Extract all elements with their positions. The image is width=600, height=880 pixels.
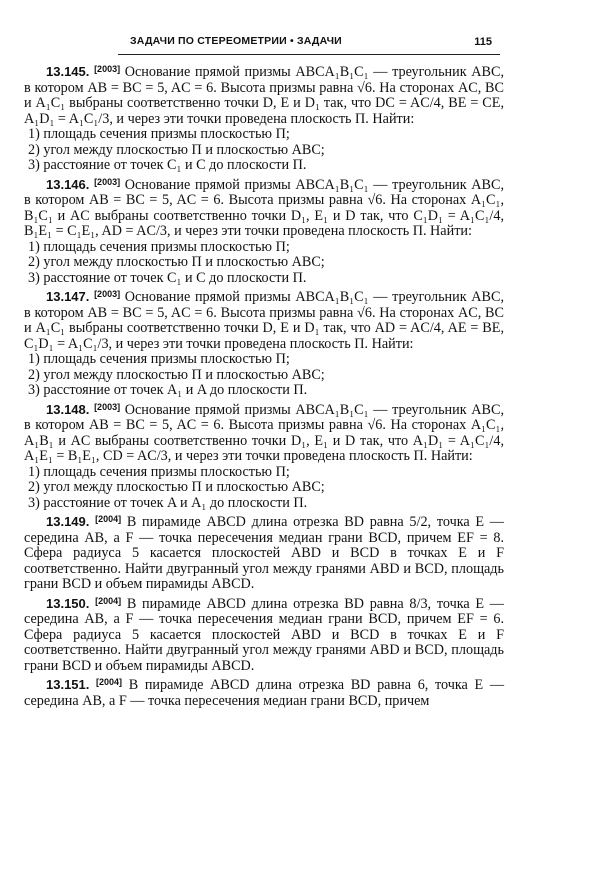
problem-text: Основание прямой призмы ABCA₁B₁C₁ — треугольник ABC, в котором AB = BC = 5, AC = 6. Высота призмы равна √6. На сторонах AC, BC и A₁C₁ выбраны соответственно точки D, E и D₁ так, что AD = AC/4, AE = BE, C₁D₁ = A₁C₁/3, и через эти точки проведена плоскость П. Найти: <box>24 289 505 352</box>
problem-year: [2004] <box>96 677 123 687</box>
problem <box>24 62 504 174</box>
problem <box>24 594 504 675</box>
page-number: 115 <box>474 36 492 48</box>
page-header <box>118 34 500 55</box>
question-item: 1) площадь сечения призмы плоскостью П; <box>28 126 290 142</box>
problem-text: Основание прямой призмы ABCA₁B₁C₁ — треугольник ABC, в котором AB = BC = 5, AC = 6. Высота призмы равна √6. На сторонах AC, BC и A₁C₁ выбраны соответственно точки D, E и D₁ так, что DC = AC/4, BE = CE, A₁D₁ = A₁C₁/3, и через эти точки проведена плоскость П. Найти: <box>24 64 505 127</box>
running-head: ЗАДАЧИ ПО СТЕРЕОМЕТРИИ • ЗАДАЧИ <box>130 35 342 47</box>
question-item: 3) расстояние от точек A₁ и A до плоскости П. <box>28 382 308 398</box>
problem <box>24 287 504 399</box>
problem-text: В пирамиде ABCD длина отрезка BD равна 5/2, точка E — середина AB, а F — точка пересечения медиан грани BCD, причем EF = 8. Сфера радиуса 5 касается плоскостей ABD и BCD в точках E и F соответственно. Найти двугранный угол между гранями ABD и BCD, площадь грани BCD и объем пирамиды ABCD. <box>24 514 504 592</box>
problem-text: В пирамиде ABCD длина отрезка BD равна 6, точка E — середина AB, а F — точка пересечения медиан грани BCD, причем <box>24 677 505 709</box>
problems-list <box>24 62 504 709</box>
question-item: 2) угол между плоскостью П и плоскостью ABC; <box>28 141 325 158</box>
problem-year: [2004] <box>95 514 122 524</box>
problem-text: В пирамиде ABCD длина отрезка BD равна 8/3, точка E — середина AB, а F — точка пересечения медиан грани BCD, причем EF = 6. Сфера радиуса 5 касается плоскостей ABD и BCD в точках E и F соответственно. Найти двугранный угол между гранями ABD и BCD, площадь грани BCD и объем пирамиды ABCD. <box>24 595 504 674</box>
problem-text: Основание прямой призмы ABCA₁B₁C₁ — треугольник ABC, в котором AB = BC = 5, AC = 6. Высота призмы равна √6. На сторонах A₁C₁, A₁B₁ и AC выбраны соответственно точки D₁, E₁ и D так, что A₁D₁ = A₁C₁/4, A₁E₁ = B₁E₁, CD = AC/3, и через эти точки проведена плоскость П. Найти: <box>24 401 505 464</box>
problem-number: 13.151. <box>46 677 90 692</box>
question-item: 3) расстояние от точек A и A₁ до плоскости П. <box>28 494 308 511</box>
problem-year: [2003] <box>94 289 121 299</box>
problem <box>24 175 504 287</box>
problem-year: [2003] <box>94 176 121 187</box>
question-item: 2) угол между плоскостью П и плоскостью ABC; <box>28 366 325 383</box>
problem-number: 13.145. <box>46 64 90 79</box>
question-item: 3) расстояние от точек C₁ и C до плоскости П. <box>28 157 307 173</box>
question-item: 1) площадь сечения призмы плоскостью П; <box>28 238 290 255</box>
problem-year: [2004] <box>95 595 122 606</box>
problem-number: 13.146. <box>46 176 90 192</box>
problem <box>24 400 504 512</box>
problem-year: [2003] <box>94 401 121 412</box>
question-item: 2) угол между плоскостью П и плоскостью ABC; <box>28 479 325 495</box>
problem-year: [2003] <box>94 64 121 74</box>
problem-number: 13.149. <box>46 514 90 529</box>
problem <box>24 512 504 593</box>
problem-number: 13.150. <box>46 595 90 611</box>
question-item: 1) площадь сечения призмы плоскостью П; <box>28 463 290 480</box>
question-item: 1) площадь сечения призмы плоскостью П; <box>28 351 290 367</box>
problem <box>24 675 504 709</box>
problem-number: 13.147. <box>46 289 90 304</box>
problem-number: 13.148. <box>46 401 90 417</box>
question-item: 3) расстояние от точек C₁ и C до плоскости П. <box>28 269 307 286</box>
question-item: 2) угол между плоскостью П и плоскостью ABC; <box>28 254 325 270</box>
problem-text: Основание прямой призмы ABCA₁B₁C₁ — треугольник ABC, в котором AB = BC = 5, AC = 6. Высота призмы равна √6. На сторонах A₁C₁, B₁C₁ и AC выбраны соответственно точки D₁, E₁ и D так, что C₁D₁ = A₁C₁/4, B₁E₁ = C₁E₁, AD = AC/3, и через эти точки проведена плоскость П. Найти: <box>24 176 505 239</box>
